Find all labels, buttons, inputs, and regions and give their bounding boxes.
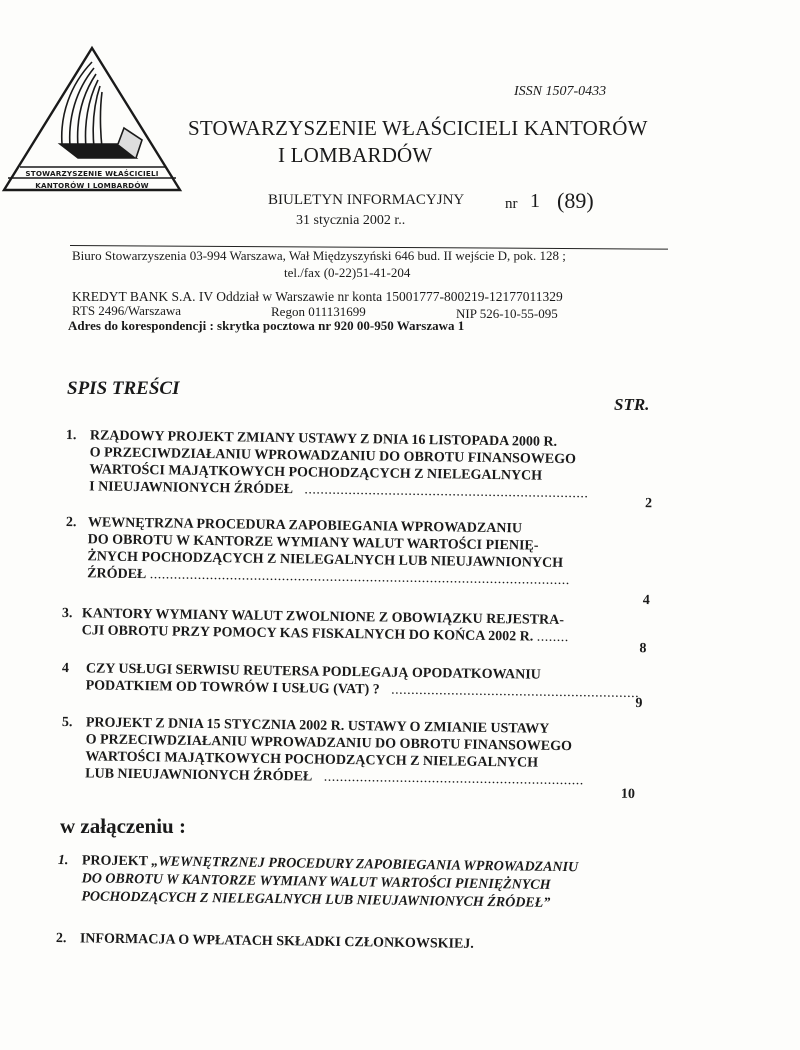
toc-entry-page: 10 xyxy=(620,786,636,803)
toc-entry-line: RZĄDOWY PROJEKT ZMIANY USTAWY Z DNIA 16 LISTOPADA 2000 R. xyxy=(89,428,558,450)
toc-entry-page: 2 xyxy=(644,496,653,512)
toc-entry-line: O PRZECIWDZIAŁANIU WPROWADZANIU DO OBROTU FINANSOWEGO xyxy=(89,445,576,468)
toc-entry-number: 1. xyxy=(65,427,77,444)
association-logo xyxy=(0,40,185,200)
toc-entry-line: ŻNYCH POCHODZĄCYCH Z NIELEGALNYCH LUB NIEUJAWNIONYCH xyxy=(87,549,564,571)
toc-entry-number: 5. xyxy=(61,714,73,731)
toc-entry-line: PODATKIEM OD TOWRÓW I USŁUG (VAT) ? xyxy=(85,678,380,698)
correspondence-address: Adres do korespondencji : skrytka pocztowa nr 920 00-950 Warszawa 1 xyxy=(68,318,465,333)
toc-entry-line: LUB NIEUJAWNIONYCH ŹRÓDEŁ xyxy=(85,766,313,785)
issue-date: 31 stycznia 2002 r.. xyxy=(296,213,406,228)
attachment-prefix: INFORMACJA O WPŁATACH SKŁADKI CZŁONKOWSKIEJ. xyxy=(79,931,474,952)
office-address: Biuro Stowarzyszenia 03-994 Warszawa, Wał Międzyszyński 646 bud. II wejście D, pok. 128 ; xyxy=(72,248,566,263)
issn-number: ISSN 1507-0433 xyxy=(514,84,607,99)
logo-text-top: STOWARZYSZENIE WŁAŚCICIELI xyxy=(25,169,159,178)
toc-entry-number: 2. xyxy=(65,514,77,531)
regon-number: Regon 011131699 xyxy=(271,304,366,319)
toc-entry-line: I NIEUJAWNIONYCH ŹRÓDEŁ xyxy=(89,479,294,498)
bulletin-title: BIULETYN INFORMACYJNY xyxy=(268,192,465,208)
toc-entry-line: KANTORY WYMIANY WALUT ZWOLNIONE Z OBOWIĄZKU REJESTRA- xyxy=(81,606,565,629)
attachment-line: „WEWNĘTRZNEJ PROCEDURY ZAPOBIEGANIA WPROWADZANIU xyxy=(151,854,579,876)
nip-number: NIP 526-10-55-095 xyxy=(456,306,558,321)
toc-leader-dots: ................................................................. xyxy=(315,769,584,789)
telephone-fax: tel./fax (0-22)51-41-204 xyxy=(284,265,411,280)
toc-entry-line: CJI OBROTU PRZY POMOCY KAS FISKALNYCH DO KOŃCA 2002 R. xyxy=(81,623,534,645)
toc-leader-dots: .............................................................. xyxy=(383,682,640,702)
attachment-prefix: PROJEKT xyxy=(81,853,148,870)
toc-entry-number: 4 xyxy=(61,660,69,677)
attachment-line: POCHODZĄCYCH Z NIELEGALNYCH LUB NIEUJAWNIONYCH ŹRÓDEŁ” xyxy=(81,889,551,911)
logo-text-bottom: KANTORÓW I LOMBARDÓW xyxy=(35,181,149,190)
issue-number-label: nr xyxy=(505,196,518,212)
organization-name-line1: STOWARZYSZENIE WŁAŚCICIELI KANTORÓW xyxy=(188,116,648,140)
toc-entry-number: 3. xyxy=(61,605,73,622)
toc-leader-dots: ......................................................................................................... xyxy=(149,567,570,589)
toc-entry-page: 8 xyxy=(639,641,647,657)
toc-leader-dots: ........ xyxy=(536,629,569,646)
attachment-line: DO OBROTU W KANTORZE WYMIANY WALUT WARTOŚCI PIENIĘŻNYCH xyxy=(81,871,551,893)
toc-entry-line: CZY USŁUGI SERWISU REUTERSA PODLEGAJĄ OPODATKOWANIU xyxy=(85,661,541,683)
toc-page-header: STR. xyxy=(614,395,650,414)
toc-entry-line: O PRZECIWDZIAŁANIU WPROWADZANIU DO OBROTU FINANSOWEGO xyxy=(85,732,572,755)
issue-number: 1 xyxy=(530,190,540,212)
attachment-number: 1. xyxy=(57,852,69,869)
toc-entry-line: WARTOŚCI MAJĄTKOWYCH POCHODZĄCYCH Z NIELEGALNYCH xyxy=(89,462,543,484)
rts-number: RTS 2496/Warszawa xyxy=(72,303,182,318)
toc-entry-page: 9 xyxy=(635,696,643,712)
toc-title: SPIS TREŚCI xyxy=(67,378,180,399)
toc-entry-line: WEWNĘTRZNA PROCEDURA ZAPOBIEGANIA WPROWADZANIU xyxy=(87,515,523,537)
toc-entry-line: WARTOŚCI MAJĄTKOWYCH POCHODZĄCYCH Z NIELEGALNYCH xyxy=(85,749,539,771)
toc-entry-line: ŹRÓDEŁ xyxy=(87,566,147,583)
toc-entry-line: PROJEKT Z DNIA 15 STYCZNIA 2002 R. USTAWY O ZMIANIE USTAWY xyxy=(85,715,550,737)
attachments-title: w załączeniu : xyxy=(60,814,186,838)
organization-name-line2: I LOMBARDÓW xyxy=(278,143,433,167)
toc-entry-page: 4 xyxy=(642,593,650,609)
bank-account: KREDYT BANK S.A. IV Oddział w Warszawie nr konta 15001777-800219-12177011329 xyxy=(72,289,563,304)
attachment-number: 2. xyxy=(55,930,67,947)
toc-entry-line: DO OBROTU W KANTORZE WYMIANY WALUT WARTOŚCI PIENIĘ- xyxy=(87,532,539,554)
toc-leader-dots: ....................................................................... xyxy=(296,482,589,502)
issue-total-number: (89) xyxy=(557,188,594,213)
